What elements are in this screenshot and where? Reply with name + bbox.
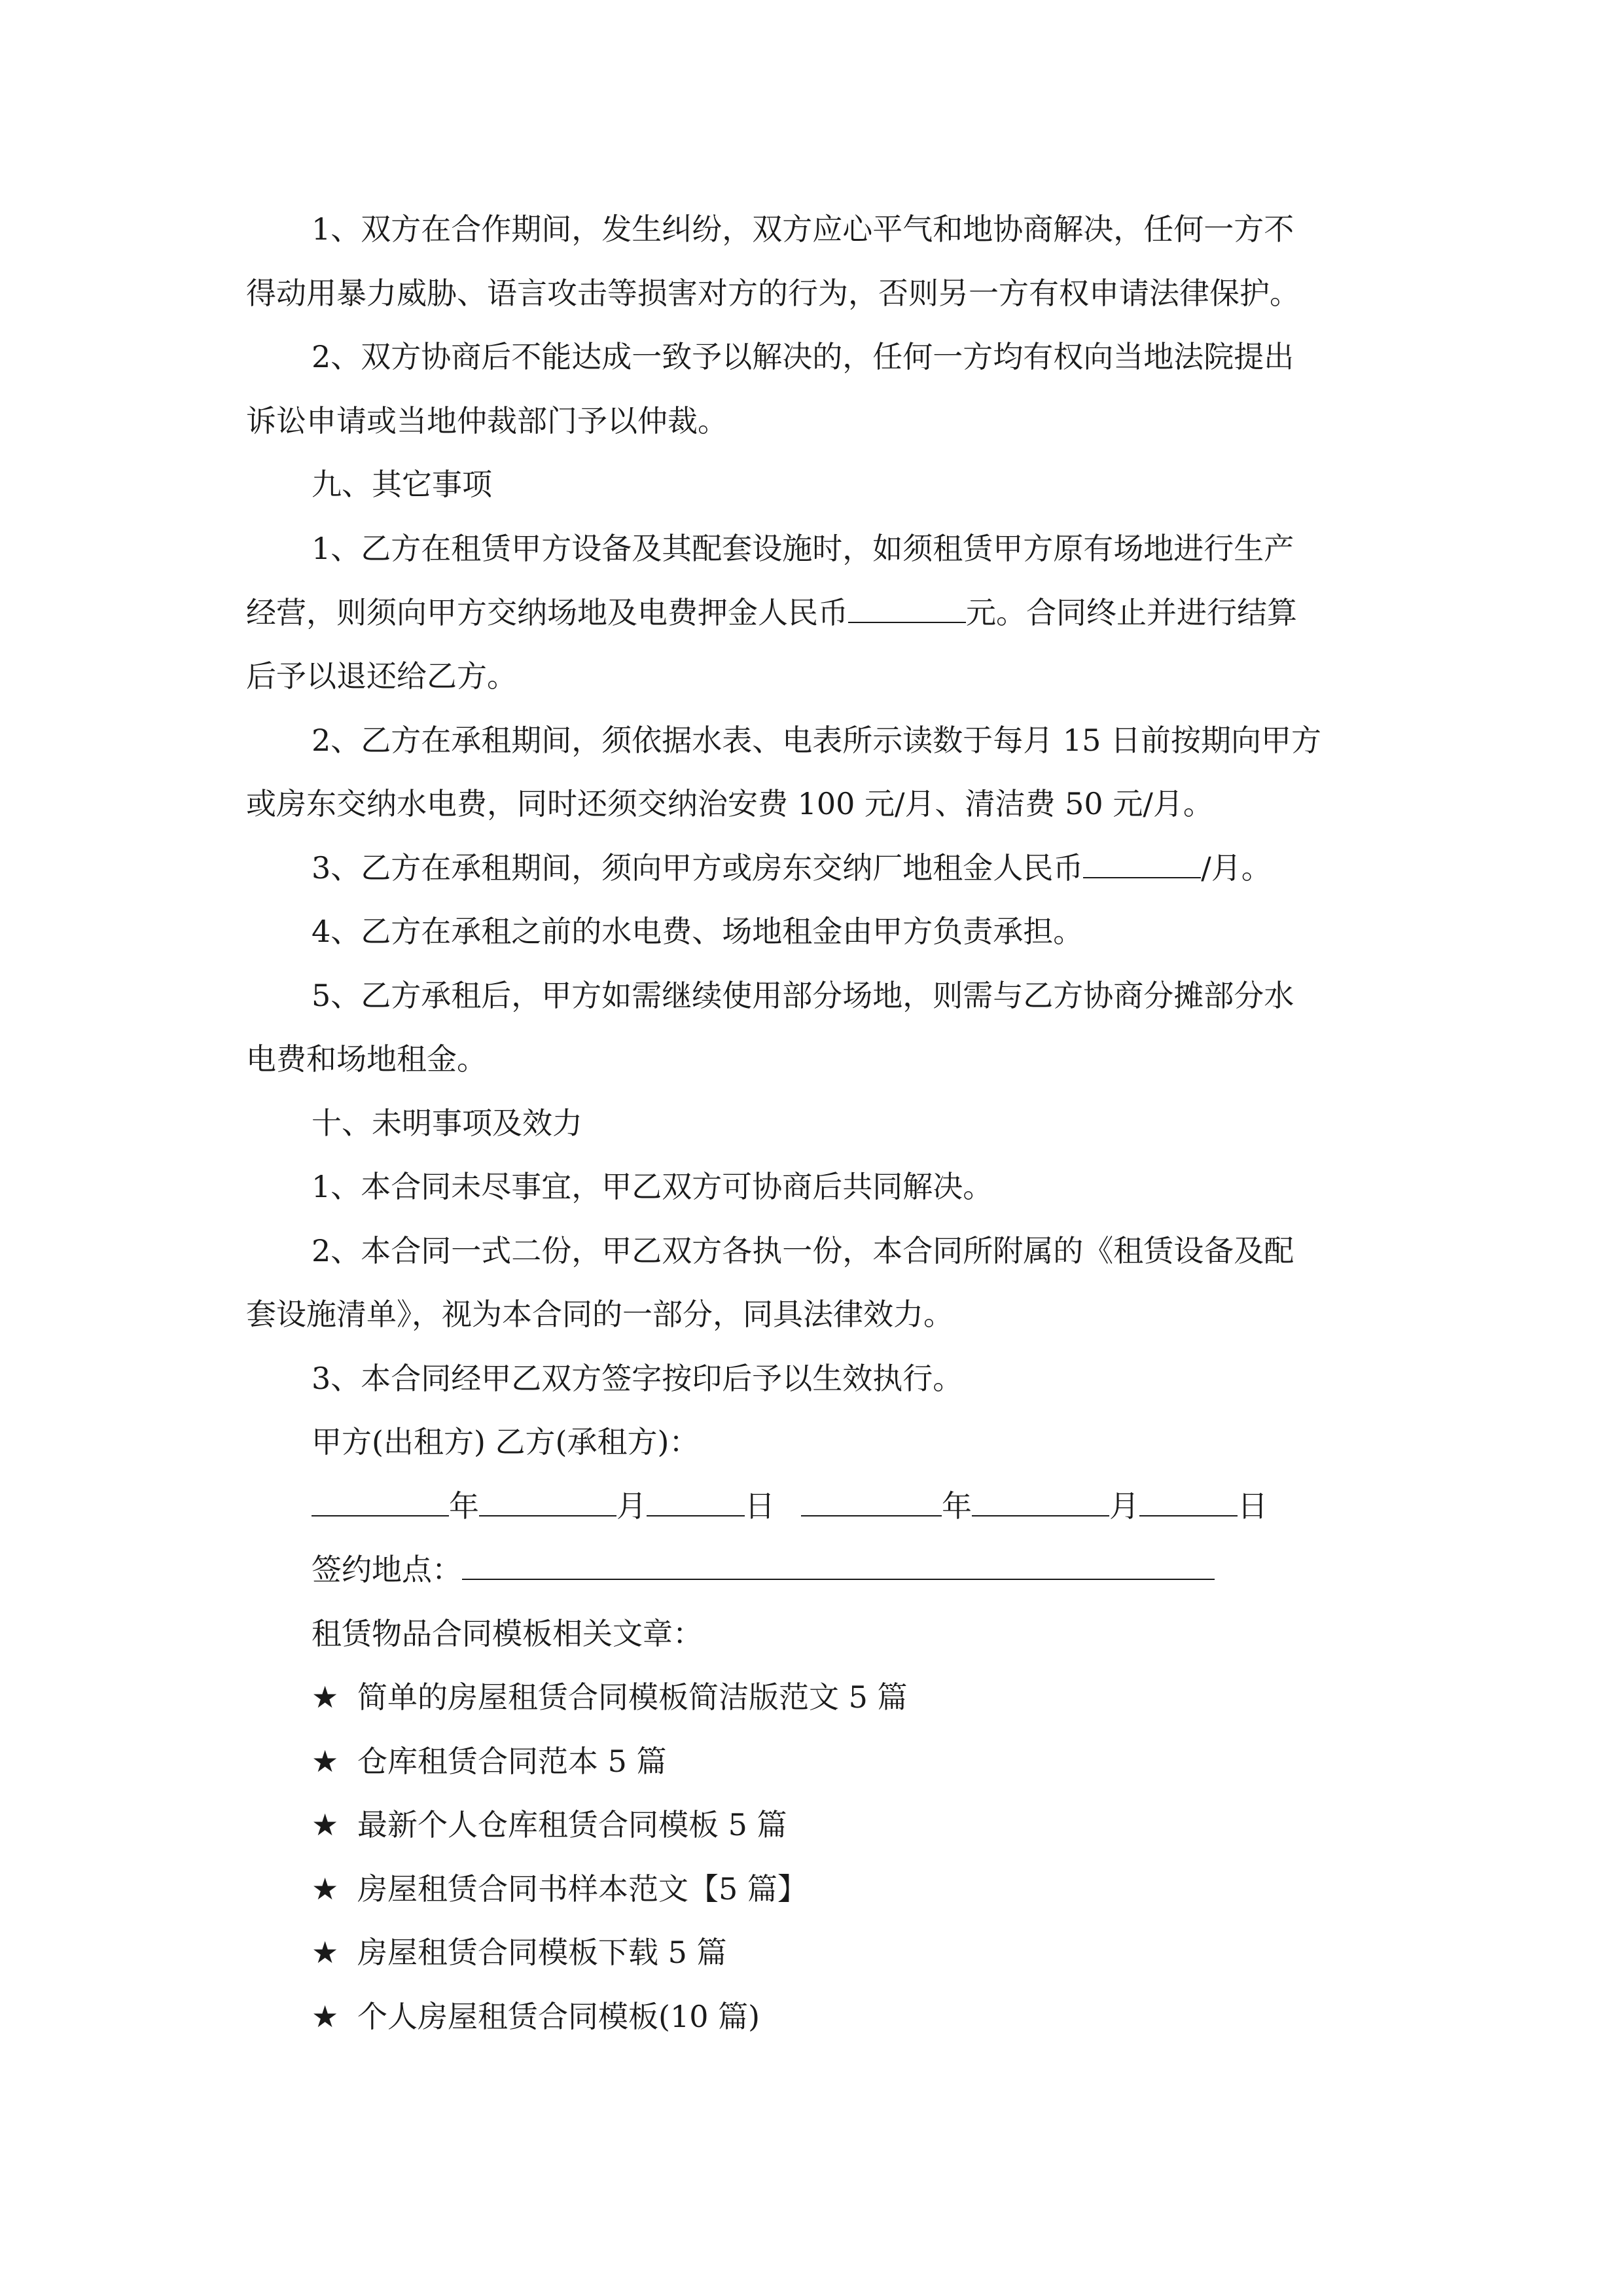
paragraph-text: 4、乙方在承租之前的水电费、场地租金由甲方负责承担。 (312, 914, 1084, 949)
related-article-link[interactable] (312, 1677, 1450, 1717)
year-blank (801, 1486, 942, 1516)
signing-place-label: 签约地点： (312, 1552, 462, 1587)
paragraph-continuation (246, 1295, 1385, 1334)
paragraph-text: 1、乙方在租赁甲方设备及其配套设施时，如须租赁甲方原有场地进行生产 (312, 531, 1294, 566)
paragraph (312, 976, 1450, 1015)
paragraph-continuation (246, 784, 1385, 823)
star-icon: ★ (312, 1935, 339, 1970)
month-blank (479, 1486, 616, 1516)
paragraph (312, 1359, 1450, 1398)
paragraph-text: 经营，则须向甲方交纳场地及电费押金人民币 (246, 595, 848, 630)
paragraph (312, 529, 1450, 568)
related-article-title[interactable]: 简单的房屋租赁合同模板简洁版范文 5 篇 (357, 1679, 908, 1715)
paragraph-text: 后予以退还给乙方。 (246, 658, 517, 694)
paragraph-text: 1、双方在合作期间，发生纠纷，双方应心平气和地协商解决，任何一方不 (312, 211, 1294, 247)
paragraph (312, 209, 1450, 249)
rent-amount-blank (1083, 848, 1201, 878)
signing-place-line (312, 1550, 1450, 1589)
related-article-link[interactable] (312, 1742, 1450, 1781)
paragraph-text: 3、本合同经甲乙双方签字按印后予以生效执行。 (312, 1361, 963, 1396)
paragraph-text: 诉讼申请或当地仲裁部门予以仲裁。 (246, 403, 728, 439)
related-article-link[interactable] (312, 1933, 1450, 1972)
star-icon: ★ (312, 1744, 339, 1779)
related-article-title[interactable]: 个人房屋租赁合同模板(10 篇) (357, 1999, 760, 2034)
signature-date-line (312, 1486, 1450, 1526)
paragraph-text: 5、乙方承租后，甲方如需继续使用部分场地，则需与乙方协商分摊部分水 (312, 978, 1294, 1013)
signing-place-blank (462, 1550, 1215, 1580)
paragraph-continuation (246, 401, 1385, 440)
related-article-link[interactable] (312, 1997, 1450, 2036)
signature-parties (312, 1422, 1450, 1462)
related-article-link[interactable] (312, 1869, 1450, 1909)
paragraph-text: 3、乙方在承租期间，须向甲方或房东交纳厂地租金人民币 (312, 850, 1084, 886)
deposit-amount-blank (848, 593, 966, 623)
paragraph-text: 元。合同终止并进行结算 (966, 595, 1297, 630)
year-label: 年 (449, 1488, 479, 1524)
day-label: 日 (1238, 1488, 1268, 1524)
related-article-title[interactable]: 最新个人仓库租赁合同模板 5 篇 (357, 1807, 787, 1842)
related-article-title[interactable]: 仓库租赁合同范本 5 篇 (357, 1744, 667, 1779)
paragraph (312, 912, 1450, 951)
related-article-title[interactable]: 房屋租赁合同模板下载 5 篇 (357, 1935, 727, 1970)
month-label: 月 (616, 1488, 647, 1524)
month-blank (972, 1486, 1109, 1516)
month-label: 月 (1109, 1488, 1139, 1524)
signature-parties-text: 甲方(出租方) 乙方(承租方)： (312, 1424, 700, 1460)
paragraph-text: 得动用暴力威胁、语言攻击等损害对方的行为，否则另一方有权申请法律保护。 (246, 276, 1300, 311)
section-heading (312, 1103, 1450, 1143)
section-heading-text: 十、未明事项及效力 (312, 1105, 582, 1141)
star-icon: ★ (312, 1807, 339, 1842)
paragraph-text: 2、本合同一式二份，甲乙双方各执一份，本合同所附属的《租赁设备及配 (312, 1233, 1294, 1268)
related-articles-heading (312, 1614, 1450, 1653)
paragraph-continuation (246, 656, 1385, 696)
paragraph (312, 721, 1450, 760)
star-icon: ★ (312, 1999, 339, 2034)
year-blank (312, 1486, 449, 1516)
day-blank (647, 1486, 745, 1516)
paragraph-continuation (246, 1039, 1385, 1079)
paragraph-text: 2、乙方在承租期间，须依据水表、电表所示读数于每月 15 日前按期向甲方 (312, 723, 1322, 758)
paragraph-text: 1、本合同未尽事宜，甲乙双方可协商后共同解决。 (312, 1169, 993, 1204)
paragraph (312, 1231, 1450, 1270)
related-article-link[interactable] (312, 1805, 1450, 1844)
paragraph-text: 电费和场地租金。 (246, 1041, 487, 1077)
paragraph (312, 337, 1450, 376)
section-heading (312, 465, 1450, 504)
paragraph-text: /月。 (1201, 850, 1272, 886)
paragraph-continuation (246, 593, 1385, 632)
day-label: 日 (745, 1488, 775, 1524)
paragraph-text: 套设施清单》，视为本合同的一部分，同具法律效力。 (246, 1297, 954, 1332)
section-heading-text: 九、其它事项 (312, 467, 492, 502)
paragraph-text: 或房东交纳水电费，同时还须交纳治安费 100 元/月、清洁费 50 元/月。 (246, 786, 1213, 821)
year-label: 年 (942, 1488, 972, 1524)
related-articles-heading-text: 租赁物品合同模板相关文章： (312, 1616, 703, 1651)
paragraph (312, 1167, 1450, 1206)
paragraph-text: 2、双方协商后不能达成一致予以解决的，任何一方均有权向当地法院提出 (312, 339, 1294, 374)
paragraph-continuation (246, 274, 1385, 313)
star-icon: ★ (312, 1871, 339, 1907)
star-icon: ★ (312, 1679, 339, 1715)
paragraph (312, 848, 1450, 888)
related-article-title[interactable]: 房屋租赁合同书样本范文【5 篇】 (357, 1871, 808, 1907)
day-blank (1139, 1486, 1238, 1516)
